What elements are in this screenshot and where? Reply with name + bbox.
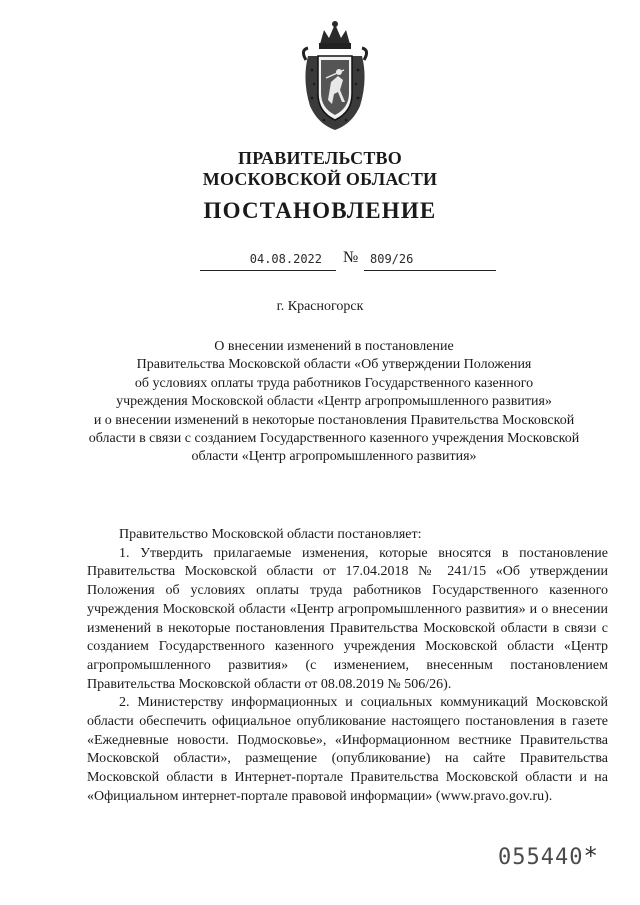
coat-of-arms-emblem: [298, 20, 372, 132]
document-type-title: ПОСТАНОВЛЕНИЕ: [203, 198, 437, 223]
document-date: 04.08.2022: [249, 252, 322, 266]
document-number: 809/26: [370, 252, 414, 266]
body-intro: Правительство Московской области постановляет:: [119, 527, 422, 542]
issuer-name-line-1: ПРАВИТЕЛЬСТВО: [238, 148, 402, 168]
registration-stamp: [498, 842, 599, 870]
subject-line: области в связи с созданием Государственного казенного учреждения Московской: [88, 431, 580, 447]
registration-number: 055440: [498, 845, 584, 870]
document-date-field: [200, 248, 336, 271]
registration-star: *: [583, 842, 599, 870]
date-number-row: [0, 248, 640, 274]
body-paragraph-2: 2. Министерству информационных и социальных коммуникаций Московской области обеспечить официальное опубликование настоящего постановления в газете «Ежедневные новости. Подмосковье», «Информационном вестнике Правительства Московской области», размещение (опубликование) на сайте Правительства Московской области в Интернет-портале Правительства Московской области и на «Официальном интернет-портале правовой информации» (www.pravo.gov.ru).: [87, 695, 608, 804]
subject-line: об условиях оплаты труда работников Государственного казенного: [134, 375, 534, 391]
document-body: [87, 526, 608, 807]
issue-city: г. Красногорск: [276, 299, 364, 314]
subject-line: области «Центр агропромышленного развития»: [191, 449, 477, 465]
subject-line: О внесении изменений в постановление: [214, 339, 454, 354]
number-sign: №: [343, 249, 359, 266]
issuer-name-line-2: МОСКОВСКОЙ ОБЛАСТИ: [202, 169, 438, 189]
subject-line: и о внесении изменений в некоторые постановления Правительства Московской: [93, 412, 575, 428]
body-paragraph-1: 1. Утвердить прилагаемые изменения, которые вносятся в постановление Правительства Московской области от 17.04.2018 № 241/15 «Об утверждении Положения об условиях оплаты труда работников Государственного казенного учреждения Московской области «Центр агропромышленного развития» и о внесении изменений в некоторые постановления Правительства Московской области в связи с созданием Государственного казенного учреждения Московской области «Центр агропромышленного развития» (с изменением, внесенным постановлением Правительства Московской области от 08.08.2019 № 506/26).: [87, 545, 608, 692]
subject-line: Правительства Московской области «Об утверждении Положения: [136, 357, 532, 373]
document-subject: [60, 338, 608, 467]
subject-line: учреждения Московской области «Центр агропромышленного развития»: [116, 394, 552, 410]
document-number-field: [364, 248, 496, 271]
